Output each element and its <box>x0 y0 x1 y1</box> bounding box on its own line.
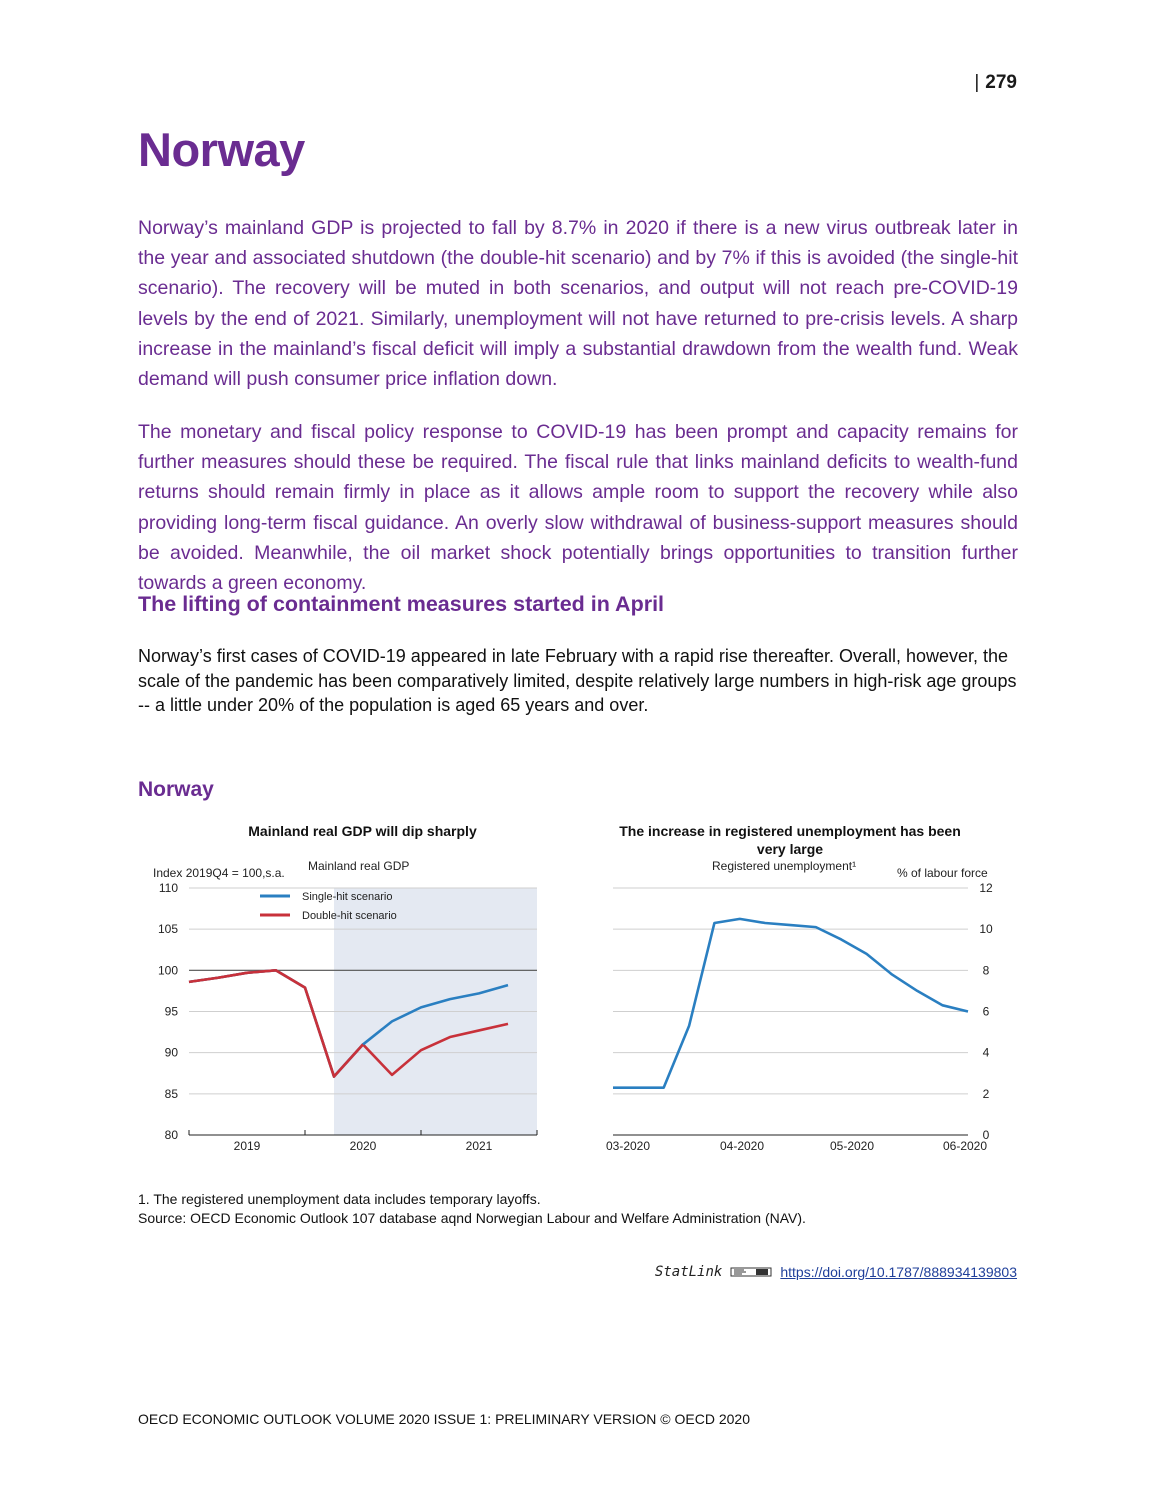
statlink-label: StatLink <box>654 1264 723 1280</box>
page-footer: OECD ECONOMIC OUTLOOK VOLUME 2020 ISSUE 1: PRELIMINARY VERSION © OECD 2020 <box>138 1411 750 1427</box>
gdp-y-tick-label: 80 <box>164 1128 178 1142</box>
gdp-legend-label: Double-hit scenario <box>302 910 397 922</box>
gdp-y-tick-label: 105 <box>157 922 178 937</box>
unemployment-y-axis-label: % of labour force <box>897 866 988 880</box>
unemployment-x-tick-label: 03-2020 <box>605 1139 651 1153</box>
unemployment-x-tick-label: 06-2020 <box>942 1139 988 1153</box>
gdp-x-tick-label: 2019 <box>233 1139 261 1153</box>
gdp-legend-label: Single-hit scenario <box>302 891 393 903</box>
statlink-url[interactable]: https://doi.org/10.1787/888934139803 <box>780 1264 1017 1280</box>
gdp-panel-subtitle: Mainland real GDP <box>308 859 410 873</box>
section-heading: The lifting of containment measures started in April <box>138 592 665 616</box>
unemployment-x-tick-label: 05-2020 <box>829 1139 875 1153</box>
statlink-logo-icon <box>730 1266 772 1278</box>
gdp-y-axis-label: Index 2019Q4 = 100,s.a. <box>153 866 285 880</box>
summary-paragraph-2: The monetary and fiscal policy response to COVID-19 has been prompt and capacity remains for further measures should these be required. The fiscal rule that links mainland deficits to wealth-fund returns should remain firmly in place as it allows ample room to support the recovery while also providing long-term fiscal guidance. An overly slow withdrawal of business-support measures should be avoided. Meanwhile, the oil market shock potentially brings opportunities to transition further towards a green economy. <box>138 421 1018 595</box>
summary-paragraph-1: Norway’s mainland GDP is projected to fall by 8.7% in 2020 if there is a new virus outbreak later in the year and associated shutdown (the double-hit scenario) and by 7% if this is avoided (the single-hit scenario). The recovery will be muted in both scenarios, and output will not reach pre-COVID-19 levels by the end of 2021. Similarly, unemployment will not have returned to pre-crisis levels. A sharp increase in the mainland’s fiscal deficit will imply a substantial drawdown from the wealth fund. Weak demand will push consumer price inflation down. <box>138 217 1018 391</box>
gdp-x-tick-label: 2020 <box>349 1139 377 1153</box>
unemployment-y-tick-label: 0 <box>982 1128 990 1142</box>
figure-footnote: 1. The registered unemployment data includes temporary layoffs. <box>138 1191 541 1207</box>
gdp-panel-title: Mainland real GDP will dip sharply <box>248 823 477 839</box>
gdp-x-tick-label: 2021 <box>465 1139 493 1153</box>
page-number-value: 279 <box>985 72 1017 93</box>
gdp-y-tick-label: 95 <box>164 1004 178 1019</box>
gdp-y-tick-label: 110 <box>158 881 178 895</box>
unemployment-y-tick-label: 12 <box>979 881 993 895</box>
figure-title: Norway <box>138 778 214 801</box>
page-number-separator: | <box>974 72 980 93</box>
unemployment-y-tick-label: 10 <box>979 922 993 937</box>
unemployment-y-tick-label: 2 <box>982 1086 990 1101</box>
statlink <box>655 1264 1017 1280</box>
unemployment-y-tick-label: 8 <box>982 963 990 978</box>
unemployment-panel-subtitle: Registered unemployment¹ <box>712 859 857 873</box>
figure-notes <box>138 1190 806 1228</box>
unemployment-y-tick-label: 6 <box>982 1004 990 1019</box>
section-body: Norway’s first cases of COVID-19 appeared in late February with a rapid rise thereafter. Overall, however, the scale of the pandemic has been comparatively limited, despite relatively large numbers in high-risk age groups -- a little under 20% of the population is aged 65 years and over. <box>138 646 1017 715</box>
unemployment-series-line <box>613 919 968 1088</box>
gdp-y-tick-label: 90 <box>164 1045 178 1060</box>
gdp-y-tick-label: 100 <box>157 963 178 978</box>
unemployment-x-tick-label: 04-2020 <box>719 1139 765 1153</box>
page-title: Norway <box>138 123 305 176</box>
gdp-y-tick-label: 85 <box>164 1086 178 1101</box>
unemployment-panel-title: The increase in registered unemployment has been very large <box>619 823 961 857</box>
unemployment-y-tick-label: 4 <box>982 1045 990 1060</box>
figure-source: Source: OECD Economic Outlook 107 database aqnd Norwegian Labour and Welfare Administration (NAV). <box>138 1210 806 1226</box>
